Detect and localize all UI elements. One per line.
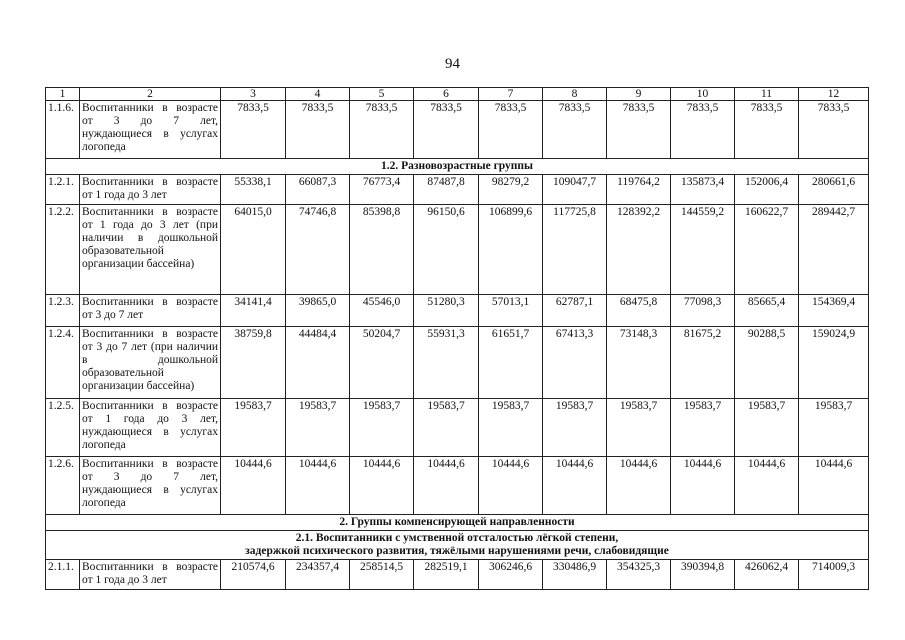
row-value: 62787,1: [543, 295, 607, 327]
row-value: 210574,6: [221, 560, 286, 590]
row-value: 81675,2: [671, 327, 735, 399]
row-value: 19583,7: [350, 399, 414, 457]
row-value: 426062,4: [735, 560, 799, 590]
section-row: [46, 515, 869, 531]
row-number: 1.2.5.: [46, 399, 80, 457]
row-number: 2.1.1.: [46, 560, 80, 590]
row-description: Воспитанники в возрасте от 1 года до 3 лет (при наличии в дошкольной образовательной организации бассейна): [80, 205, 221, 295]
row-value: 73148,3: [607, 327, 671, 399]
row-value: 7833,5: [286, 101, 350, 159]
row-value: 19583,7: [221, 399, 286, 457]
row-description: Воспитанники в возрасте от 1 года до 3 лет: [80, 175, 221, 205]
section-title-line: 2.1. Воспитанники с умственной отсталостью лёгкой степени,: [295, 532, 619, 544]
column-header: 9: [607, 88, 671, 101]
row-value: 390394,8: [671, 560, 735, 590]
row-value: 51280,3: [414, 295, 479, 327]
row-description: Воспитанники в возрасте от 1 года до 3 лет: [80, 560, 221, 590]
row-number: 1.2.2.: [46, 205, 80, 295]
row-value: 7833,5: [350, 101, 414, 159]
column-header: 8: [543, 88, 607, 101]
table-row: [46, 399, 869, 457]
row-value: 159024,9: [799, 327, 869, 399]
row-value: 19583,7: [799, 399, 869, 457]
row-value: 34141,4: [221, 295, 286, 327]
row-value: 135873,4: [671, 175, 735, 205]
row-value: 55338,1: [221, 175, 286, 205]
row-value: 38759,8: [221, 327, 286, 399]
row-value: 714009,3: [799, 560, 869, 590]
row-value: 330486,9: [543, 560, 607, 590]
row-value: 85665,4: [735, 295, 799, 327]
row-value: 10444,6: [671, 457, 735, 515]
row-value: 98279,2: [479, 175, 543, 205]
row-value: 234357,4: [286, 560, 350, 590]
row-value: 152006,4: [735, 175, 799, 205]
row-value: 76773,4: [350, 175, 414, 205]
row-description: Воспитанники в возрасте от 3 до 7 лет, нуждающиеся в услугах логопеда: [80, 101, 221, 159]
column-header: 5: [350, 88, 414, 101]
row-description: Воспитанники в возрасте от 1 года до 3 лет, нуждающиеся в услугах логопеда: [80, 399, 221, 457]
row-value: 354325,3: [607, 560, 671, 590]
column-header: 7: [479, 88, 543, 101]
row-value: 160622,7: [735, 205, 799, 295]
row-value: 7833,5: [799, 101, 869, 159]
table-row: [46, 327, 869, 399]
row-value: 10444,6: [479, 457, 543, 515]
row-description: Воспитанники в возрасте от 3 до 7 лет (при наличии в дошкольной образовательной организации бассейна): [80, 327, 221, 399]
row-value: 282519,1: [414, 560, 479, 590]
row-value: 44484,4: [286, 327, 350, 399]
row-number: 1.2.6.: [46, 457, 80, 515]
row-number: 1.1.6.: [46, 101, 80, 159]
column-header: 10: [671, 88, 735, 101]
page-number: 94: [445, 56, 460, 72]
row-value: 106899,6: [479, 205, 543, 295]
column-header: 1: [46, 88, 80, 101]
table-row: [46, 205, 869, 295]
row-value: 154369,4: [799, 295, 869, 327]
row-value: 10444,6: [286, 457, 350, 515]
row-value: 64015,0: [221, 205, 286, 295]
row-value: 289442,7: [799, 205, 869, 295]
row-value: 39865,0: [286, 295, 350, 327]
row-description: Воспитанники в возрасте от 3 до 7 лет: [80, 295, 221, 327]
row-value: 119764,2: [607, 175, 671, 205]
row-value: 7833,5: [543, 101, 607, 159]
column-header: 3: [221, 88, 286, 101]
row-number: 1.2.1.: [46, 175, 80, 205]
column-header: 2: [80, 88, 221, 101]
row-value: 10444,6: [799, 457, 869, 515]
row-value: 74746,8: [286, 205, 350, 295]
row-value: 77098,3: [671, 295, 735, 327]
row-number: 1.2.3.: [46, 295, 80, 327]
column-header: 11: [735, 88, 799, 101]
row-value: 85398,8: [350, 205, 414, 295]
tariff-table: [45, 87, 869, 590]
row-value: 19583,7: [607, 399, 671, 457]
header-row: [46, 88, 869, 101]
table-row: [46, 560, 869, 590]
row-value: 68475,8: [607, 295, 671, 327]
section-title: [46, 531, 869, 560]
row-value: 7833,5: [221, 101, 286, 159]
row-value: 258514,5: [350, 560, 414, 590]
section-title-line: задержкой психического развития, тяжёлыми нарушениями речи, слабовидящие: [245, 545, 669, 557]
section-title-line: 1.2. Разновозрастные группы: [380, 160, 534, 172]
row-value: 90288,5: [735, 327, 799, 399]
row-value: 10444,6: [543, 457, 607, 515]
row-value: 109047,7: [543, 175, 607, 205]
row-value: 19583,7: [543, 399, 607, 457]
row-value: 7833,5: [479, 101, 543, 159]
row-value: 117725,8: [543, 205, 607, 295]
column-header: 6: [414, 88, 479, 101]
row-value: 45546,0: [350, 295, 414, 327]
row-value: 7833,5: [607, 101, 671, 159]
row-value: 306246,6: [479, 560, 543, 590]
row-value: 19583,7: [735, 399, 799, 457]
row-value: 67413,3: [543, 327, 607, 399]
row-value: 61651,7: [479, 327, 543, 399]
column-header: 12: [799, 88, 869, 101]
row-value: 55931,3: [414, 327, 479, 399]
row-value: 10444,6: [350, 457, 414, 515]
section-row: [46, 159, 869, 175]
column-header: 4: [286, 88, 350, 101]
section-row: [46, 531, 869, 560]
row-value: 280661,6: [799, 175, 869, 205]
row-value: 66087,3: [286, 175, 350, 205]
section-title: [46, 159, 869, 175]
row-value: 10444,6: [414, 457, 479, 515]
row-value: 19583,7: [414, 399, 479, 457]
row-value: 128392,2: [607, 205, 671, 295]
row-value: 10444,6: [735, 457, 799, 515]
row-value: 144559,2: [671, 205, 735, 295]
table-row: [46, 295, 869, 327]
section-title: [46, 515, 869, 531]
row-number: 1.2.4.: [46, 327, 80, 399]
row-value: 7833,5: [735, 101, 799, 159]
row-value: 96150,6: [414, 205, 479, 295]
row-value: 10444,6: [607, 457, 671, 515]
row-value: 50204,7: [350, 327, 414, 399]
row-value: 57013,1: [479, 295, 543, 327]
row-value: 19583,7: [479, 399, 543, 457]
row-value: 19583,7: [671, 399, 735, 457]
section-title-line: 2. Группы компенсирующей направленности: [339, 516, 575, 528]
row-value: 7833,5: [414, 101, 479, 159]
row-description: Воспитанники в возрасте от 3 до 7 лет, нуждающиеся в услугах логопеда: [80, 457, 221, 515]
table-row: [46, 175, 869, 205]
row-value: 87487,8: [414, 175, 479, 205]
table-body: [46, 88, 869, 590]
table-row: [46, 101, 869, 159]
row-value: 7833,5: [671, 101, 735, 159]
row-value: 10444,6: [221, 457, 286, 515]
row-value: 19583,7: [286, 399, 350, 457]
table-row: [46, 457, 869, 515]
